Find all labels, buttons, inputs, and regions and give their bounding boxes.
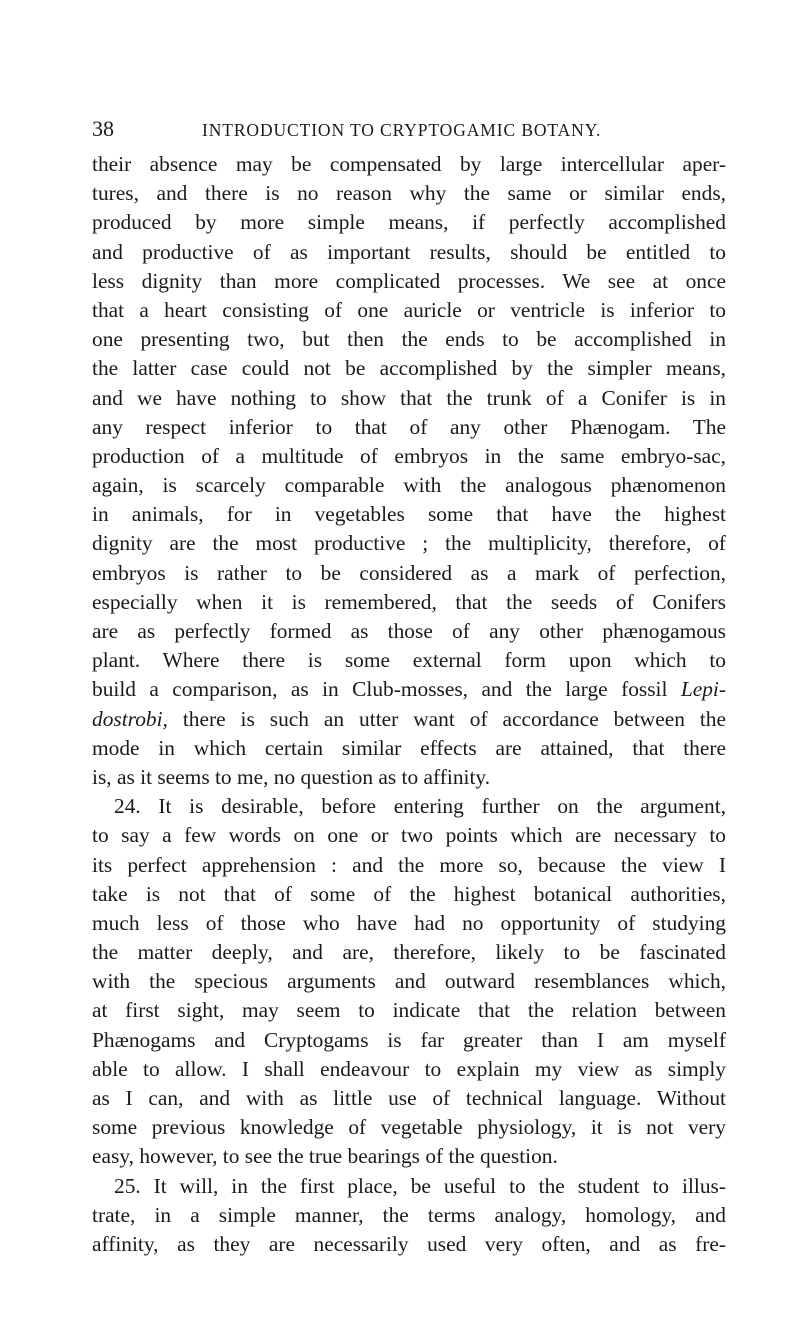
text-line: the matter deeply, and are, therefore, likely to be fascinated: [92, 940, 726, 965]
text-fragment: build a comparison, as in Club-mosses, and the large fossil: [92, 677, 681, 702]
paragraph-start-25: 25. It will, in the first place, be useful to the student to illus-: [114, 1173, 726, 1198]
text-line: are as perfectly formed as those of any other phænogamous: [92, 619, 726, 643]
text-line: affinity, as they are necessarily used very often, and as fre-: [92, 1231, 726, 1256]
text-line: produced by more simple means, if perfectly accomplished: [92, 210, 726, 235]
text-line: tures, and there is no reason why the same or similar ends,: [92, 181, 726, 206]
text-line: with the specious arguments and outward resemblances which,: [92, 969, 726, 994]
italic-genus-name: dostrobi,: [92, 706, 168, 731]
text-line: any respect inferior to that of any other Phænogam. The: [92, 414, 726, 439]
text-line: its perfect apprehension : and the more so, because the view I: [92, 852, 726, 877]
text-line: that a heart consisting of one auricle or ventricle is inferior to: [92, 297, 726, 322]
text-line: production of a multitude of embryos in the same embryo-sac,: [92, 443, 726, 468]
text-line: mode in which certain similar effects are attained, that there: [92, 735, 726, 760]
text-line: at first sight, may seem to indicate that the relation between: [92, 998, 726, 1023]
italic-genus-name: Lepi-: [680, 677, 726, 702]
text-line: trate, in a simple manner, the terms analogy, homology, and: [92, 1202, 726, 1227]
text-line: plant. Where there is some external form upon which to: [92, 648, 726, 673]
text-line: easy, however, to see the true bearings of the question.: [92, 1144, 558, 1169]
text-line: the latter case could not be accomplished by the simpler means,: [92, 356, 726, 381]
text-line: their absence may be compensated by large intercellular aper-: [92, 152, 726, 176]
text-line: dignity are the most productive ; the multiplicity, therefore, of: [92, 531, 726, 556]
text-line: to say a few words on one or two points which are necessary to: [92, 823, 726, 848]
text-line: some previous knowledge of vegetable physiology, it is not very: [92, 1115, 726, 1140]
running-title: INTRODUCTION TO CRYPTOGAMIC BOTANY.: [202, 120, 602, 140]
page-number: 38: [92, 116, 114, 141]
text-fragment: there is such an utter want of accordance between the: [167, 706, 726, 731]
text-line: able to allow. I shall endeavour to explain my view as simply: [92, 1056, 726, 1081]
text-line: one presenting two, but then the ends to be accomplished in: [92, 327, 726, 352]
text-line: is, as it seems to me, no question as to affinity.: [92, 764, 491, 789]
text-line: as I can, and with as little use of technical language. Without: [92, 1086, 726, 1110]
text-line: less dignity than more complicated processes. We see at once: [92, 268, 726, 293]
paragraph-start-24: 24. It is desirable, before entering further on the argument,: [114, 794, 726, 819]
text-line-with-italic: [92, 675, 726, 704]
text-line: take is not that of some of the highest botanical authorities,: [92, 881, 726, 906]
text-line: especially when it is remembered, that the seeds of Conifers: [92, 589, 726, 614]
text-line: in animals, for in vegetables some that have the highest: [92, 502, 726, 527]
text-line: much less of those who have had no opportunity of studying: [92, 910, 726, 935]
text-line-with-italic: [92, 705, 726, 734]
text-line: and we have nothing to show that the trunk of a Conifer is in: [92, 385, 726, 410]
running-header: [92, 114, 732, 144]
body-text: [92, 150, 726, 1259]
text-line: again, is scarcely comparable with the analogous phænomenon: [92, 473, 726, 498]
text-line: and productive of as important results, should be entitled to: [92, 239, 726, 264]
text-line: Phænogams and Cryptogams is far greater than I am myself: [92, 1027, 726, 1052]
text-line: embryos is rather to be considered as a mark of perfection,: [92, 560, 726, 585]
